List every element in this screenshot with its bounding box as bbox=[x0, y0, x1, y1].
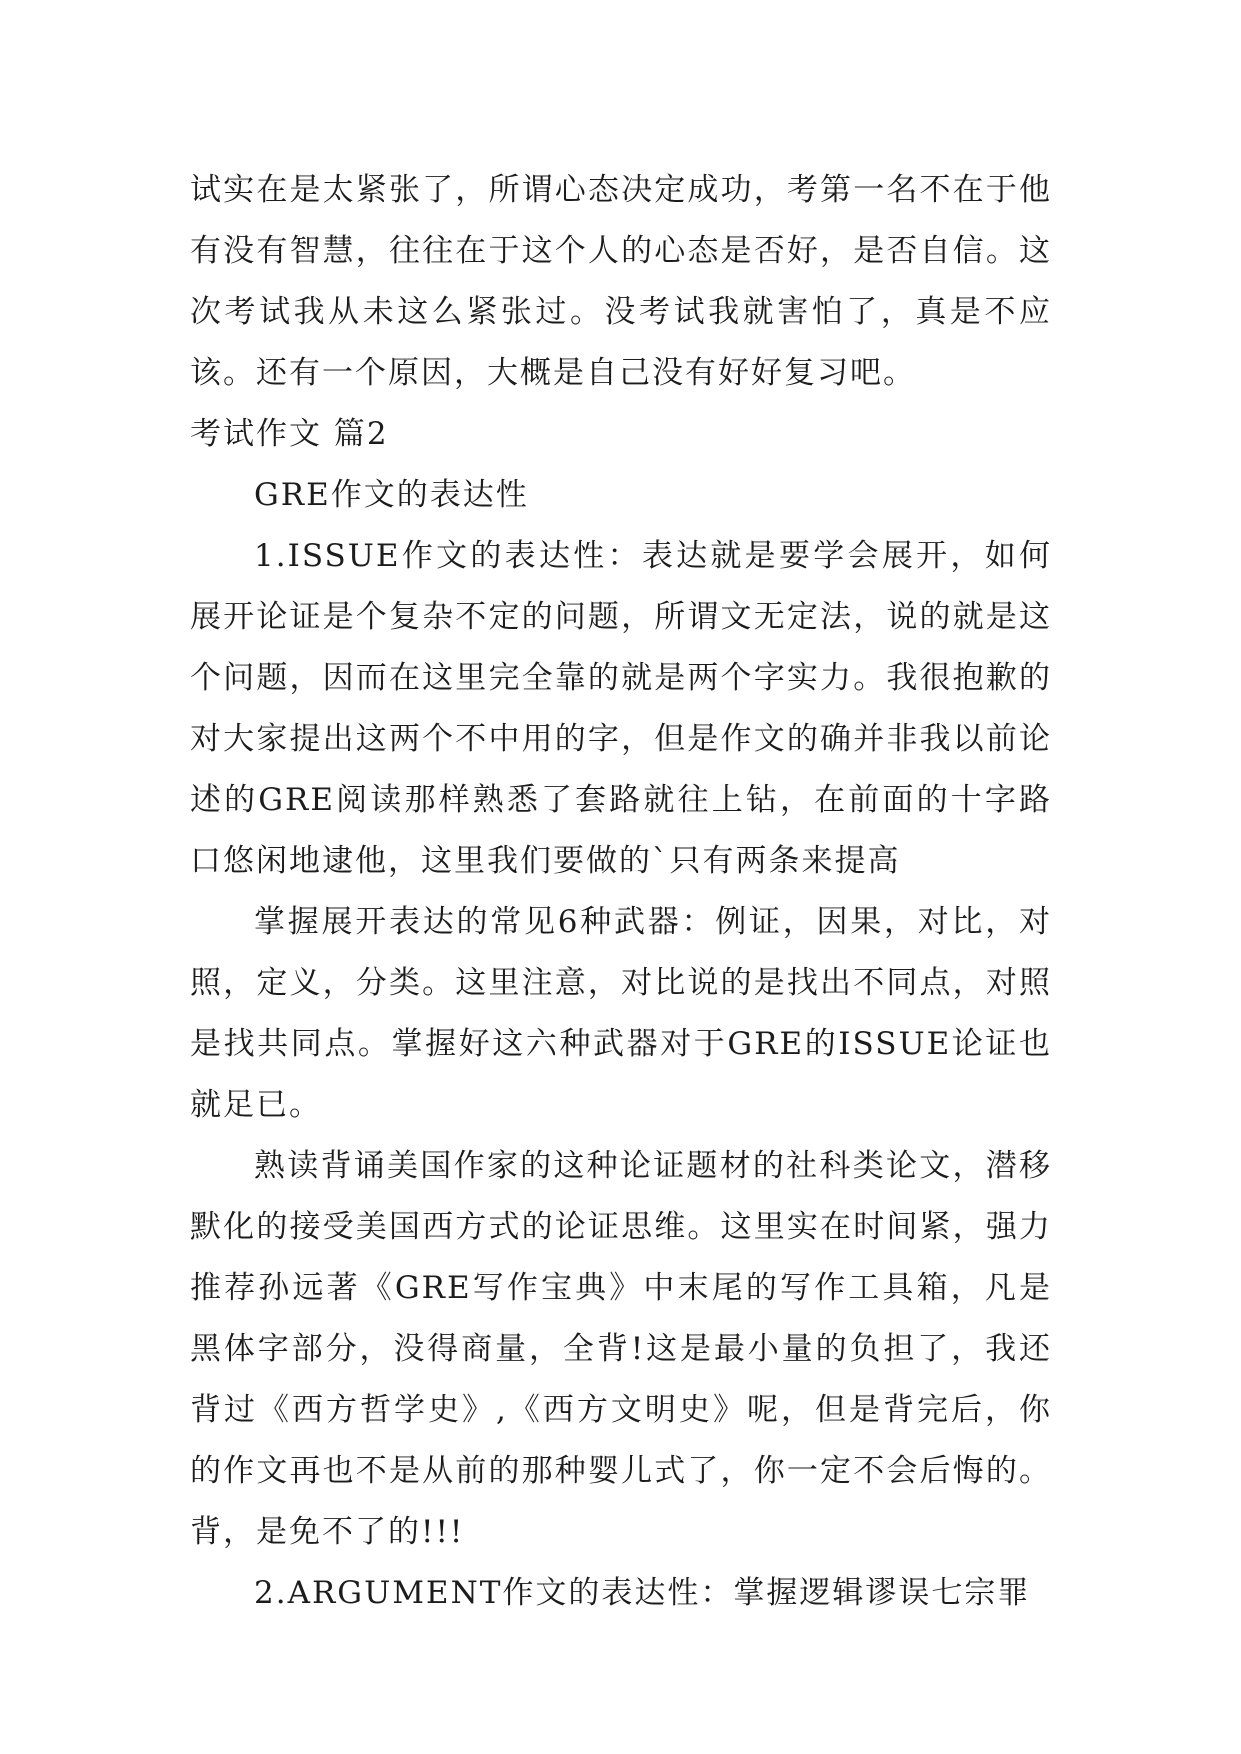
body-text bbox=[190, 160, 1052, 1624]
paragraph-six-weapons: 掌握展开表达的常见6种武器：例证，因果，对比，对照，定义，分类。这里注意，对比说的是找出不同点，对照是找共同点。掌握好这六种武器对于GRE的ISSUE论证也就足已。 bbox=[190, 904, 1052, 1123]
paragraph-continuation: 试实在是太紧张了，所谓心态决定成功，考第一名不在于他有没有智慧，往往在于这个人的心态是否好，是否自信。这次考试我从未这么紧张过。没考试我就害怕了，真是不应该。还有一个原因，大概是自己没有好好复习吧。 bbox=[190, 172, 1052, 391]
gre-writing-title: GRE作文的表达性 bbox=[254, 477, 529, 513]
section-heading: 考试作文 篇2 bbox=[190, 416, 389, 452]
paragraph-argument: 2.ARGUMENT作文的表达性：掌握逻辑谬误七宗罪 bbox=[254, 1575, 1031, 1611]
paragraph-issue: 1.ISSUE作文的表达性：表达就是要学会展开，如何展开论证是个复杂不定的问题，所谓文无定法，说的就是这个问题，因而在这里完全靠的就是两个字实力。我很抱歉的对大家提出这两个不中用的字，但是作文的确并非我以前论述的GRE阅读那样熟悉了套路就往上钻，在前面的十字路口悠闲地逮他，这里我们要做的`只有两条来提高 bbox=[190, 538, 1052, 879]
paragraph-reading: 熟读背诵美国作家的这种论证题材的社科类论文，潜移默化的接受美国西方式的论证思维。这里实在时间紧，强力推荐孙远著《GRE写作宝典》中末尾的写作工具箱，凡是黑体字部分，没得商量，全背!这是最小量的负担了，我还背过《西方哲学史》,《西方文明史》呢，但是背完后，你的作文再也不是从前的那种婴儿式了，你一定不会后悔的。背，是免不了的!!! bbox=[190, 1148, 1052, 1550]
